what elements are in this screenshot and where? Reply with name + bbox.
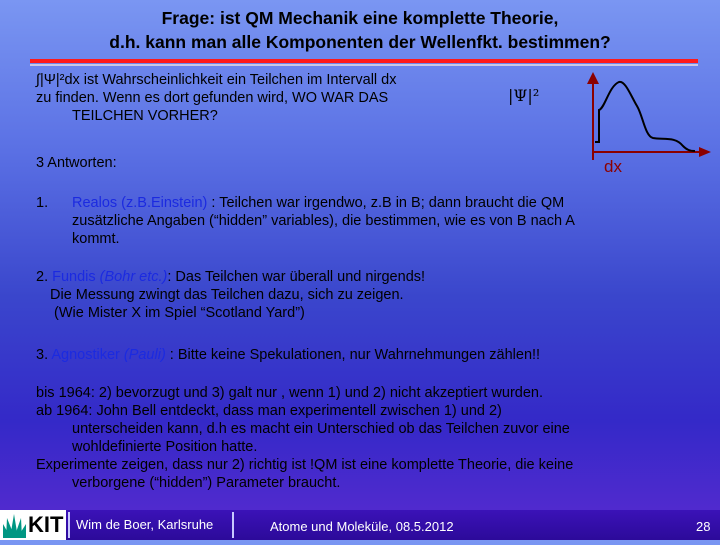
answer-1-key: Realos (z.B.Einstein) <box>72 195 208 211</box>
answers-heading: 3 Antworten: <box>36 155 117 171</box>
answer-1-line-3: kommt. <box>72 231 120 247</box>
kit-logo-icon <box>0 510 28 540</box>
footer-divider-1 <box>68 512 70 538</box>
title-rule-grey <box>30 64 698 66</box>
answer-2-line-1 <box>36 268 425 286</box>
answer-2-key: Fundis <box>52 269 96 285</box>
y-arrowhead <box>587 72 599 84</box>
history-line-3: unterscheiden kann, d.h es macht ein Unterschied ob das Teilchen zuvor eine <box>72 421 570 437</box>
history-line-2: ab 1964: John Bell entdeckt, dass man experimentell zwischen 1) und 2) <box>36 403 502 419</box>
x-arrowhead <box>699 147 711 157</box>
answer-3 <box>36 346 540 364</box>
answer-2-line-1-rest: : Das Teilchen war überall und nirgends! <box>167 269 426 285</box>
intro-line-3: TEILCHEN VORHER? <box>72 108 218 124</box>
history-block <box>36 384 573 492</box>
answer-2 <box>36 268 425 322</box>
footer-course-date: Atome und Moleküle, 08.5.2012 <box>270 519 454 534</box>
psi-squared-label: |Ψ|² <box>508 86 540 105</box>
answer-1-line-2: zusätzliche Angaben (“hidden” variables), die bestimmen, wie es von B nach A <box>72 213 575 229</box>
answer-1-line-1 <box>72 194 575 212</box>
title-line-2: d.h. kann man alle Komponenten der Wellenfkt. bestimmen? <box>109 32 611 52</box>
intro-line-2: zu finden. Wenn es dort gefunden wird, WO WAR DAS <box>36 90 389 106</box>
answer-2-prefix: 2. <box>36 269 53 285</box>
answer-3-key-italic: (Pauli) <box>119 347 166 363</box>
answer-1-line-1-rest: : Teilchen war irgendwo, z.B in B; dann braucht die QM <box>207 195 565 211</box>
history-line-6: verborgene (“hidden”) Parameter braucht. <box>72 475 341 491</box>
slide-title <box>0 6 720 54</box>
answer-2-key-italic: (Bohr etc.) <box>95 269 168 285</box>
answer-1 <box>72 194 575 248</box>
answer-3-prefix: 3. <box>36 347 52 363</box>
footer-divider-2 <box>232 512 234 538</box>
answer-3-line-1-rest: : Bitte keine Spekulationen, nur Wahrnehmungen zählen!! <box>165 347 541 363</box>
history-line-1: bis 1964: 2) bevorzugt und 3) galt nur , wenn 1) und 2) nicht akzeptiert wurden. <box>36 385 543 401</box>
probability-density-curve <box>595 82 695 151</box>
footer-author: Wim de Boer, Karlsruhe <box>76 517 214 532</box>
answer-1-number: 1. <box>36 195 49 211</box>
intro-line-1: ∫|Ψ|²dx ist Wahrscheinlichkeit ein Teilchen im Intervall dx <box>36 72 397 88</box>
wavefunction-sketch <box>575 70 715 165</box>
page-number: 28 <box>696 519 711 534</box>
history-line-5: Experimente zeigen, dass nur 2) richtig ist !QM ist eine komplette Theorie, die keine <box>36 457 574 473</box>
answer-2-line-3: (Wie Mister X im Spiel “Scotland Yard”) <box>54 305 305 321</box>
kit-logo-text: KIT <box>28 512 64 537</box>
intro-block <box>36 71 396 125</box>
history-line-4: wohldefinierte Position hatte. <box>72 439 258 455</box>
dx-label: dx <box>604 157 622 176</box>
answer-2-line-2: Die Messung zwingt das Teilchen dazu, sich zu zeigen. <box>50 287 404 303</box>
title-rule-red <box>30 59 698 63</box>
answer-3-key: Agnostiker <box>51 347 120 363</box>
title-line-1: Frage: ist QM Mechanik eine komplette Theorie, <box>161 8 559 28</box>
